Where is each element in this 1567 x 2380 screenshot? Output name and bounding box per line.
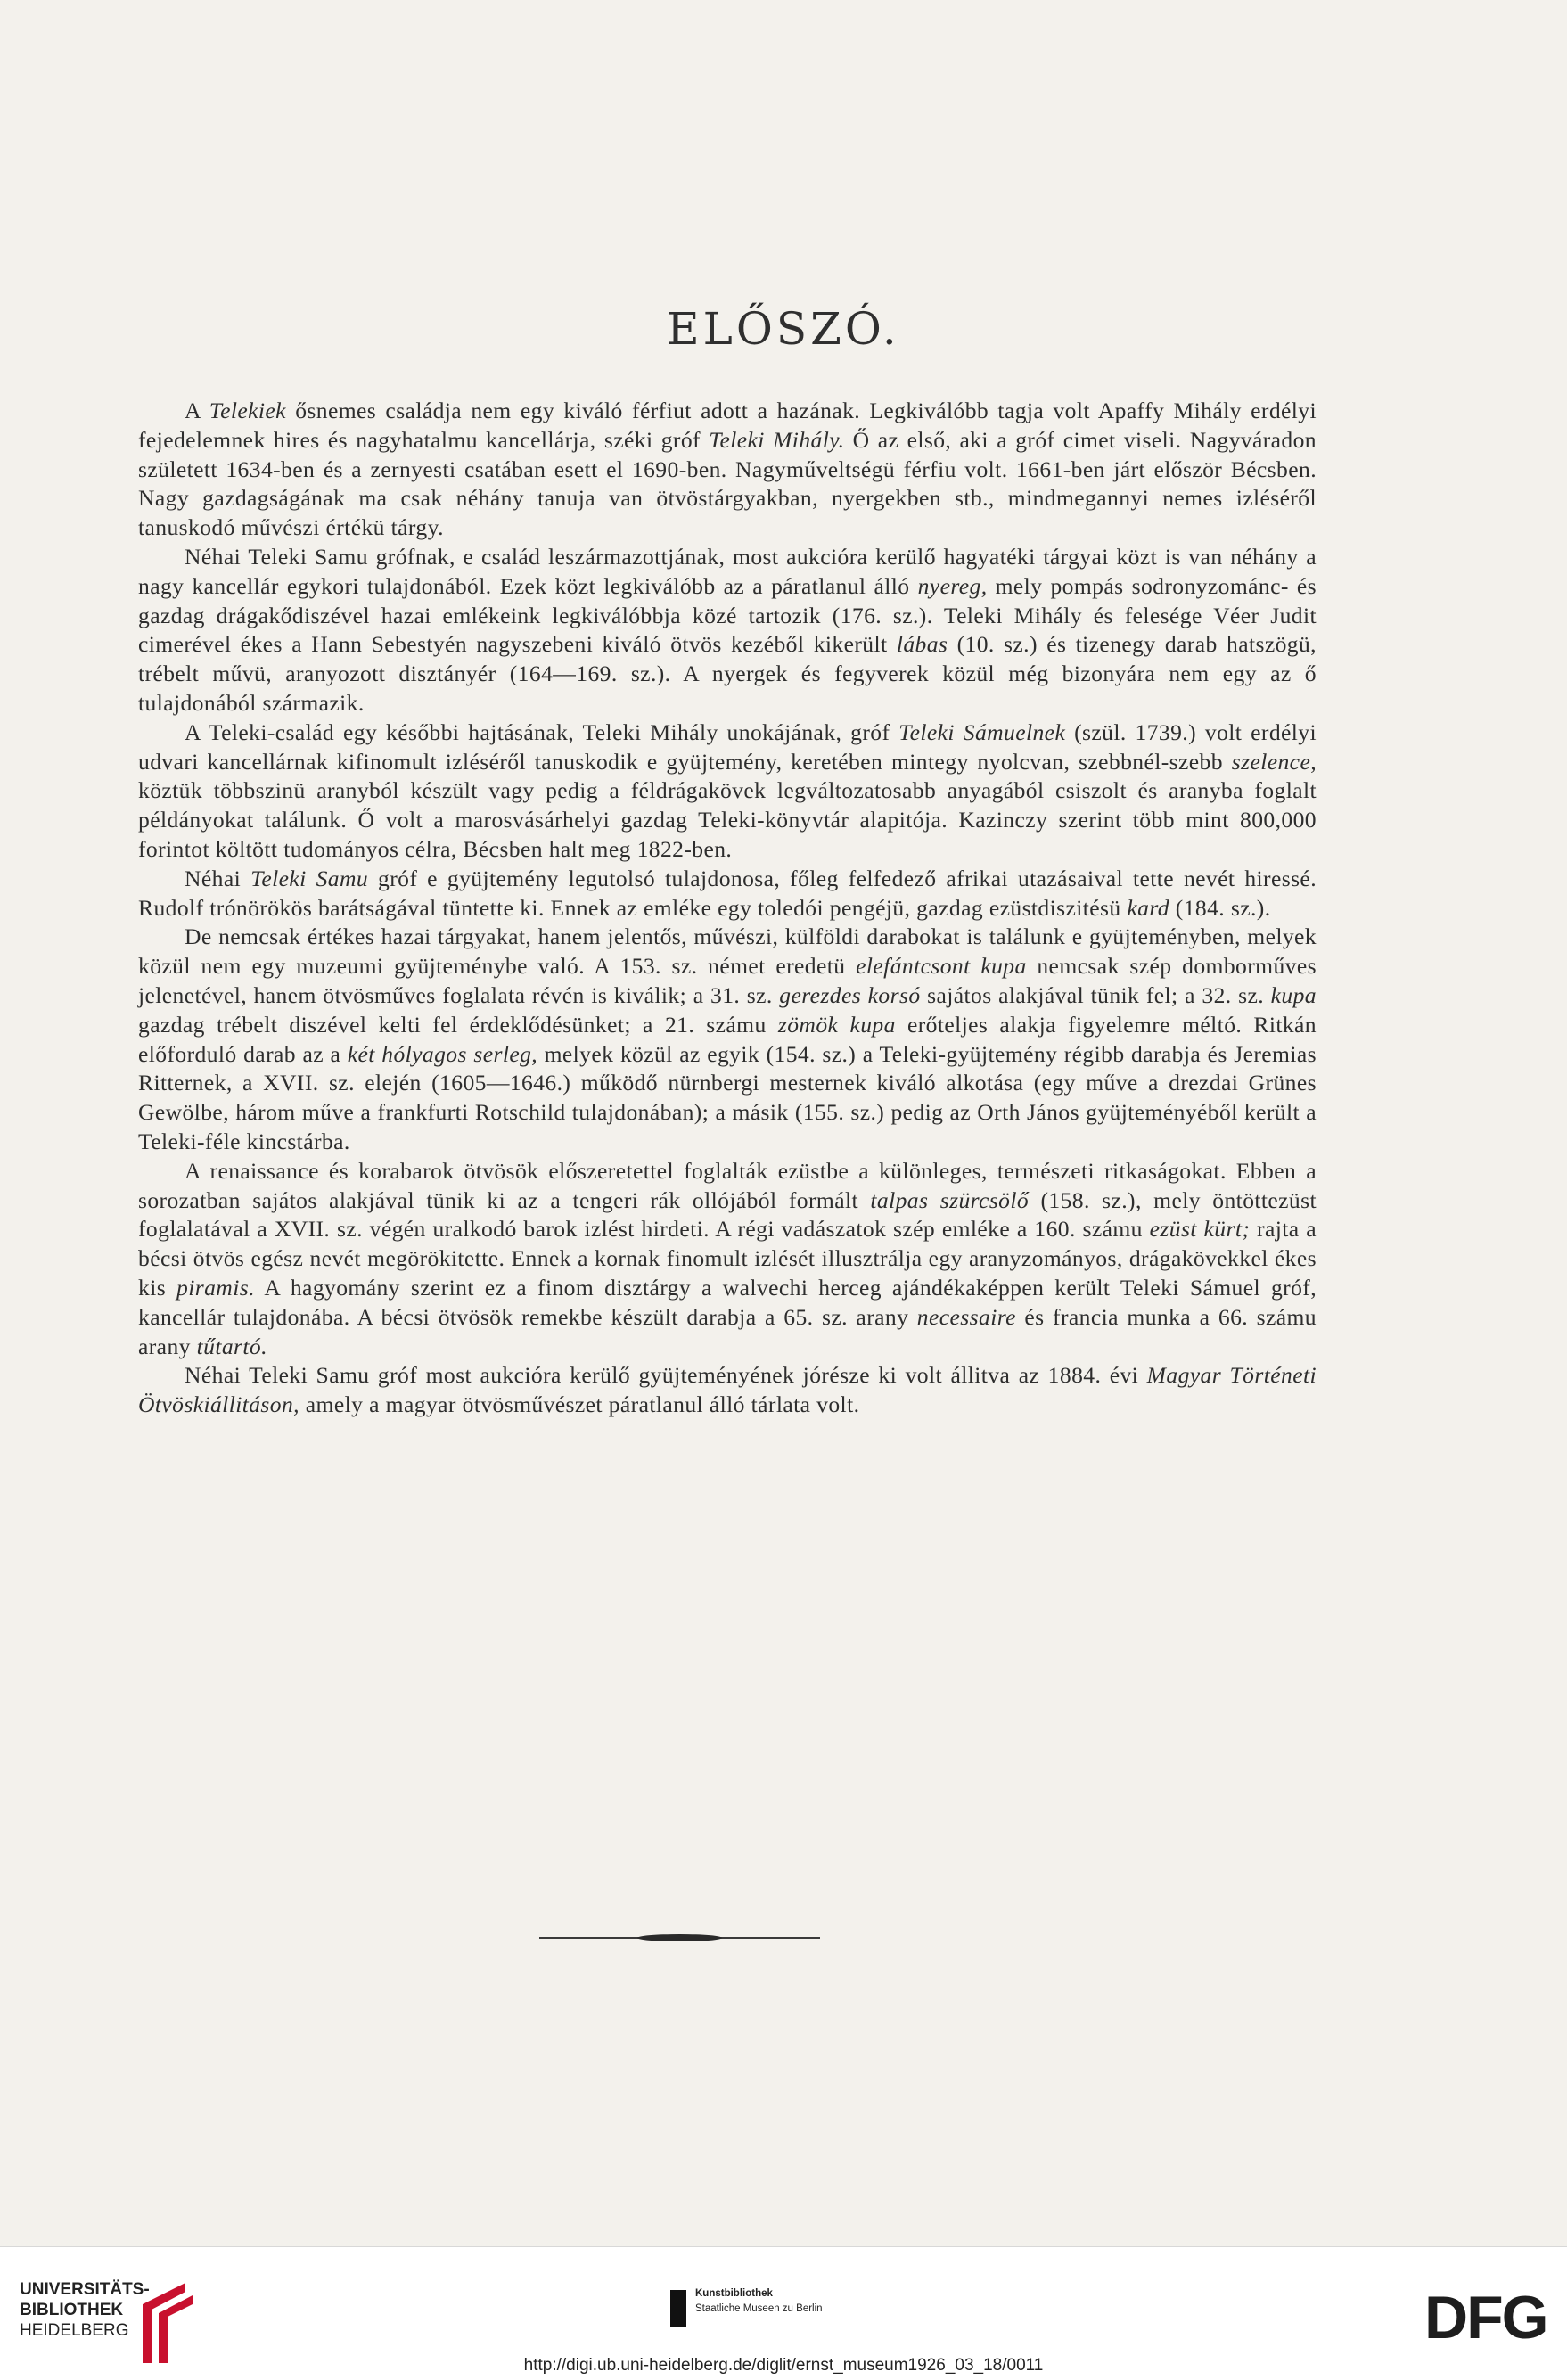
italic-run: Magyar Történeti Ötvöskiállitáson, — [138, 1362, 1317, 1418]
text-run: amely a magyar ötvösművészet páratlanul álló tárlata volt. — [299, 1391, 860, 1418]
page-title: ELŐSZÓ. — [667, 303, 900, 355]
italic-run: Teleki Samu — [250, 865, 369, 891]
paragraph — [138, 543, 1317, 718]
dfg-logo[interactable]: DFG — [1424, 2284, 1547, 2351]
text-run: Néhai Teleki Samu grófnak, e család leszármazottjának, most aukcióra kerülő hagyatéki tárgyai közt is van néhány a nagy kancellár egykori tulajdonából. Ezek közt legkiválóbb az a páratlanul álló — [138, 543, 1317, 599]
text-run: ősnemes családja nem egy kiváló férfiut adott a hazának. Legkiválóbb tagja volt Apaffy Mihály erdélyi fejedelemnek hires és nagyhatalmu kancellárja, széki gróf — [138, 398, 1317, 453]
italic-run: elefántcsont kupa — [856, 953, 1027, 980]
body-text — [138, 397, 1317, 1420]
italic-run: ezüst kürt; — [1149, 1216, 1251, 1243]
library-name-line-2: BIBLIOTHEK — [20, 2301, 124, 2319]
italic-run: szelence, — [1231, 748, 1317, 775]
text-run: (10. sz.) és tizenegy darab hatszögü, trébelt művü, aranyozott disztányér (164—169. sz.). A nyergek és fegyverek közül még bizonyára nem egy az ő tulajdonából származik. — [138, 631, 1317, 716]
italic-run: Teleki Sámuelnek — [898, 718, 1066, 745]
text-run: A hagyomány szerint ez a finom disztárgy a walvechi herceg ajándékaképpen került Teleki Sámuel gróf, kancellár tulajdonába. A bécsi ötvösök remekbe készült darabja a 65. sz. arany — [138, 1274, 1317, 1330]
text-run: nemcsak szép domborműves jelenetével, hanem ötvösműves foglalata révén is kiválik; a 31. sz. — [138, 953, 1317, 1008]
text-run: sajátos alakjával tünik fel; a 32. sz. — [920, 981, 1271, 1008]
text-run: (szül. 1739.) volt erdélyi udvari kancellárnak kifinomult izléséről tanuskodik e gyüjtemény, keretében mintegy nyolcvan, szebbnél-szebb — [138, 718, 1317, 775]
italic-run: necessaire — [916, 1303, 1016, 1330]
italic-run: Telekiek — [209, 398, 286, 423]
italic-run: gerezdes korsó — [779, 981, 921, 1008]
heidelberg-mark-icon — [134, 2277, 196, 2367]
italic-run: Teleki Mihály. — [709, 426, 845, 453]
text-run: köztük többszinü aranyból készült vagy pedig a féldrágakövek legváltozatosabb anyagából csiszolt és aranyba foglalt példányokat találunk. Ő volt a marosvásárhelyi gazdag Teleki-könyvtár alapitója. Kazinczy szerint több mint 800,000 forintot költött tudományos célra, Bécsben halt meg 1822-ben. — [138, 777, 1317, 862]
permalink-url[interactable]: http://digi.ub.uni-heidelberg.de/diglit/ernst_museum1926_03_18/0011 — [523, 2356, 1044, 2375]
italic-run: nyereg, — [917, 572, 988, 599]
italic-run: két hólyagos serleg, — [347, 1040, 538, 1067]
kunstbibliothek-logo[interactable] — [670, 2283, 902, 2336]
text-run: (158. sz.), mely öntöttezüst foglalatával a XVII. sz. végén uralkodó barok izlést hirdeti. A régi vadászatok szép emléke a 160. számu — [138, 1186, 1317, 1243]
paragraph — [138, 397, 1317, 543]
italic-run: tűtartó. — [196, 1333, 267, 1359]
text-run: gróf e gyüjtemény legutolsó tulajdonosa, főleg felfedező afrikai utazásaival tette nevét hiressé. Rudolf trónörökös barátságával tüntette ki. Ennek az emléke egy toledói pengéjü, gazdag ezüstdiszitésü — [138, 865, 1317, 921]
text-run: erőteljes alakja figyelemre méltó. Ritkán előforduló darab az a — [138, 1011, 1317, 1067]
closing-ornament — [637, 1934, 722, 1941]
italic-run: kard — [1127, 894, 1169, 921]
kb-name: Kunstbibliothek — [695, 2288, 773, 2299]
kb-subtitle: Staatliche Museen zu Berlin — [695, 2303, 823, 2314]
text-run: De nemcsak értékes hazai tárgyakat, hanem jelentős, művészi, külföldi darabokat is találunk e gyüjteményben, melyek közül nem egy muzeumi gyüjteménybe való. A 153. sz. német eredetü — [138, 923, 1317, 980]
text-run: Néhai — [185, 865, 251, 891]
paragraph — [138, 923, 1317, 1156]
italic-run: zömök kupa — [777, 1011, 896, 1038]
text-run: mely pompás sodronyzománc- és gazdag drágakődiszével hazai emlékeink legkiválóbbja közé tartozik (176. sz.). Teleki Mihály és felesége Véer Judit cimerével ékes a Hann Sebestyén nagyszebeni kiváló ötvös kezéből kikerült — [138, 572, 1317, 658]
text-run: (184. sz.). — [1169, 894, 1271, 921]
footer-bar — [0, 2246, 1567, 2380]
text-run: melyek közül az egyik (154. sz.) a Teleki-gyüjtemény régibb darabja és Jeremias Ritternek, a XVII. sz. elején (1605—1646.) működő nürnbergi mesternek kiváló alkotása (egy műve a drezdai Grünes Gewölbe, három műve a frankfurti Rotschild tulajdonában); a másik (155. sz.) pedig az Orth János gyüjteményéből került a Teleki-féle kincstárba. — [138, 1040, 1317, 1154]
paragraph — [138, 1361, 1317, 1420]
library-name-line-1: UNIVERSITÄTS- — [20, 2280, 150, 2299]
text-run: A Teleki-család egy későbbi hajtásának, Teleki Mihály unokájának, gróf — [185, 718, 899, 745]
text-run: A — [185, 398, 209, 423]
text-run: és francia munka a 66. számu arany — [138, 1303, 1317, 1359]
library-name-line-3: HEIDELBERG — [20, 2321, 129, 2340]
paragraph — [138, 865, 1317, 923]
paragraph — [138, 718, 1317, 865]
text-run: gazdag trébelt diszével kelti fel érdeklődésünket; a 21. számu — [138, 1011, 778, 1038]
italic-run: kupa — [1270, 981, 1317, 1008]
paragraph — [138, 1157, 1317, 1362]
text-run: rajta a bécsi ötvös egész nevét megörökitette. Ennek a kornak finomult izlését illusztrálja egy aranyzományos, drágakövekkel ékes kis — [138, 1216, 1317, 1301]
text-run: Ő az első, aki a gróf cimet viseli. Nagyváradon született 1634-ben és a zernyesti csatában esett el 1690-ben. Nagyműveltségü férfiu volt. 1661-ben járt először Bécsben. Nagy gazdagságának ma csak néhány tanuja van ötvöstárgyakban, nyergekben stb., mindmegannyi nemes izléséről tanuskodó művészi értékü tárgy. — [138, 426, 1317, 541]
italic-run: lábas — [896, 631, 948, 658]
text-run: A renaissance és korabarok ötvösök előszeretettel foglalták ezüstbe a különleges, természeti ritkaságokat. Ebben a sorozatban sajátos alakjával tünik ki az a tengeri rák ollójából formált — [138, 1157, 1317, 1213]
italic-run: piramis. — [176, 1274, 255, 1301]
kunstbibliothek-square-icon — [670, 2290, 686, 2327]
text-run: Néhai Teleki Samu gróf most aukcióra kerülő gyüjteményének jórésze ki volt állitva az 1884. évi — [185, 1362, 1147, 1389]
italic-run: talpas szürcsölő — [870, 1186, 1030, 1213]
